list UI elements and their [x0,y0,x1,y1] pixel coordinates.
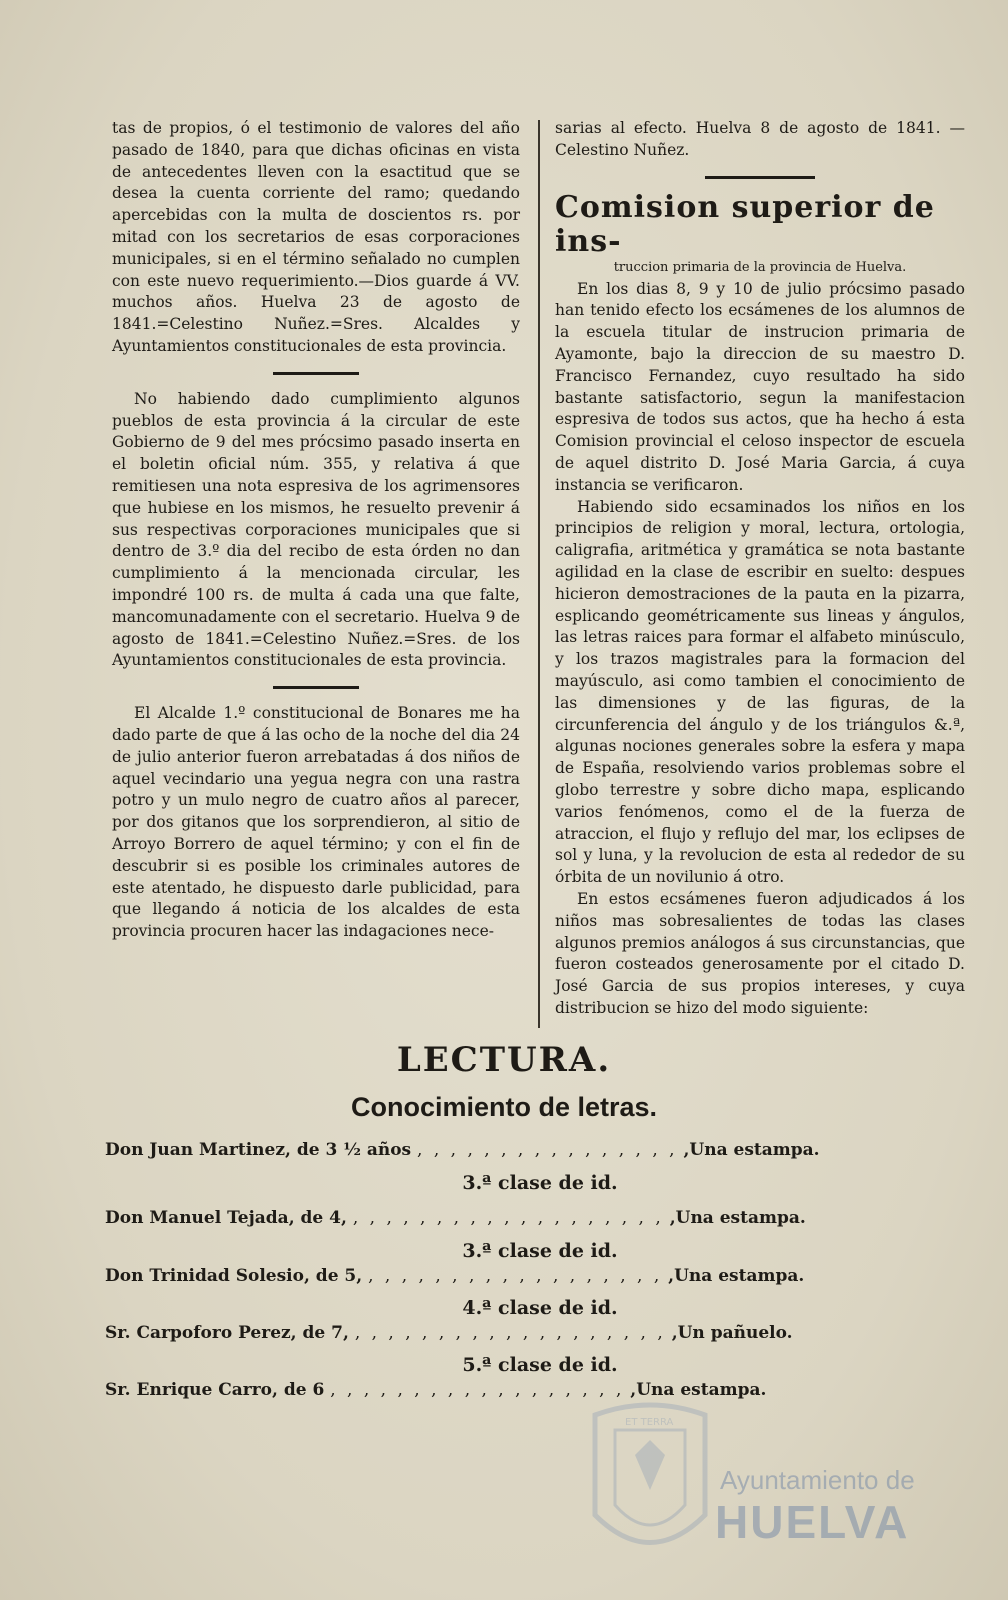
entry-prize: ,Una estampa. [630,1380,767,1400]
divider [273,372,359,375]
entry-prize: ,Una estampa. [669,1208,806,1228]
entry-name: Sr. Carpoforo Perez, de 7, [105,1323,349,1343]
divider [273,686,359,689]
divider [705,176,815,179]
right-column [555,118,965,1020]
entry-prize: ,Una estampa. [683,1140,820,1160]
entry-dots: , , , , , , , , , , , , , , , , , , , [354,1323,666,1343]
class-label: 4.ª clase de id. [462,1297,618,1319]
right-paragraph-1: sarias al efecto. Huelva 8 de agosto de 1841. —Celestino Nuñez. [555,119,965,159]
class-label: 3.ª clase de id. [462,1172,618,1194]
entry-name: Sr. Enrique Carro, de 6 [105,1380,325,1400]
prize-entry [105,1140,825,1160]
left-paragraph-1: tas de propios, ó el testimonio de valores del año pasado de 1840, para que dichas oficinas en vista de antecedentes lleven con la esactitud que se desea la cuenta corriente del ramo; quedando apercebidas con la multa de doscientos rs. por mitad con los secretarios de esas corporaciones municipales, si en el término señalado no cumplen con este nuevo requerimiento.—Dios guarde á VV. muchos años. Huelva 23 de agosto de 1841.=Celestino Nuñez.=Sres. Alcaldes y Ayuntamientos constitucionales de esta provincia. [112,119,520,355]
entry-dots: , , , , , , , , , , , , , , , , , , [330,1380,625,1400]
class-label: 3.ª clase de id. [462,1240,618,1262]
entry-prize: ,Un pañuelo. [671,1323,793,1343]
watermark-line-2: HUELVA [715,1496,910,1548]
class-label: 5.ª clase de id. [462,1354,618,1376]
watermark-shield-text: ET TERRA [625,1417,674,1428]
section-title: Comision superior de ins- [555,189,935,259]
entry-name: Don Trinidad Solesio, de 5, [105,1266,363,1286]
entry-name: Don Juan Martinez, de 3 ½ años [105,1140,412,1160]
right-paragraph-3: Habiendo sido ecsaminados los niños en los principios de religion y moral, lectura, ortologia, caligrafia, aritmética y gramática se nota bastante agilidad en la clase de escribir en suelto: despues hicieron demostraciones de la pauta en la pizarra, esplicando geométricamente sus lineas y ángulos, las letras raices para formar el alfabeto minúsculo, y los trazos magistrales para la formacion del mayúsculo, asi como tambien el conocimiento de las dimensiones y de las figuras, de la circunferencia del ángulo y de los triángulos &.ª, algunas nociones generales sobre la esfera y mapa de España, resolviendo varios problemas sobre el globo terrestre y sobre dicho mapa, esplicando varios fenómenos, como el de la fuerza de atraccion, el flujo y reflujo del mar, los eclipses de sol y luna, y la revolucion de esta al rededor de su órbita de un novilunio á otro. [555,497,965,887]
heading-lectura: LECTURA. [396,1040,612,1080]
heading-conocimiento: Conocimiento de letras. [350,1092,658,1122]
prize-entry [105,1266,825,1286]
right-paragraph-2: En los dias 8, 9 y 10 de julio prócsimo pasado han tenido efecto los ecsámenes de los alumnos de la escuela titular de instrucion primaria de Ayamonte, bajo la direccion de su maestro D. Francisco Fernandez, cuyo resultado ha sido bastante satisfactorio, segun la manifestacion espresiva de todos sus actos, que ha hecho á esta Comision provincial el celoso inspector de escuela de aquel distrito D. José Maria Garcia, á cuya instancia se verificaron. [555,279,965,494]
right-paragraph-4: En estos ecsámenes fueron adjudicados á los niños mas sobresalientes de todas las clases algunos premios análogos á sus circunstancias, que fueron costeados generosamente por el citado D. José Garcia de sus propios intereses, y cuya distribucion se hizo del modo siguiente: [555,889,965,1017]
entry-name: Don Manuel Tejada, de 4, [105,1208,347,1228]
prize-entry [105,1323,825,1343]
watermark-line-1: Ayuntamiento de [720,1465,915,1495]
entry-dots: , , , , , , , , , , , , , , , , [417,1140,678,1160]
entry-prize: ,Una estampa. [668,1266,805,1286]
entry-dots: , , , , , , , , , , , , , , , , , , , [352,1208,664,1228]
column-rule [538,120,540,1028]
left-column [112,118,520,943]
prize-entry [105,1208,825,1228]
left-paragraph-2: No habiendo dado cumplimiento algunos pueblos de esta provincia á la circular de este Gobierno de 9 del mes prócsimo pasado inserta en el boletin oficial núm. 355, y relativa á que remitiesen una nota espresiva de los agrimensores que hubiese en los mismos, he resuelto prevenir á sus respectivas corporaciones municipales que si dentro de 3.º dia del recibo de esta órden no dan cumplimiento á la mencionada circular, les impondré 100 rs. de multa á cada una que falte, mancomunadamente con el secretario. Huelva 9 de agosto de 1841.=Celestino Nuñez.=Sres. de los Ayuntamientos constitucionales de esta provincia. [112,389,520,670]
section-subtitle: truccion primaria de la provincia de Huelva. [613,259,907,275]
entry-dots: , , , , , , , , , , , , , , , , , , [368,1266,663,1286]
left-paragraph-3: El Alcalde 1.º constitucional de Bonares me ha dado parte de que á las ocho de la noche del dia 24 de julio anterior fueron arrebatadas á dos niños de aquel vecindario una yegua negra con una rastra potro y un mulo negro de cuatro años al parecer, por dos gitanos que los sorprendieron, al sitio de Arroyo Borrero de aquel término; y con el fin de descubrir si es posible los criminales autores de este atentado, he dispuesto darle publicidad, para que llegando á noticia de los alcaldes de esta provincia procuren hacer las indagaciones nece- [112,704,520,941]
